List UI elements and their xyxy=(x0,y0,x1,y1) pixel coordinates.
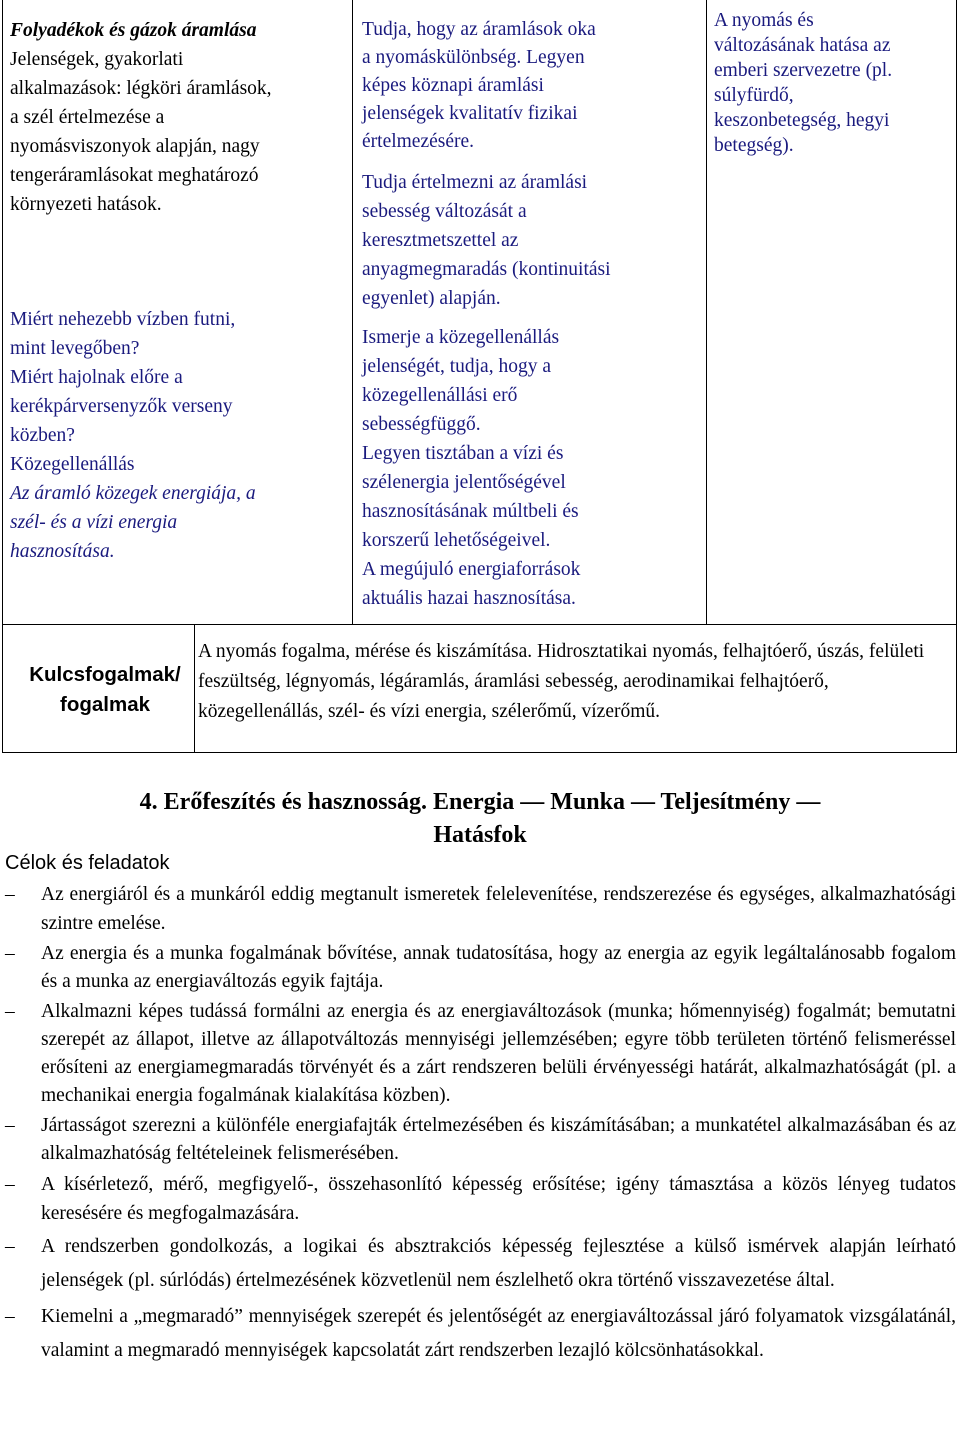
list-item xyxy=(0,998,960,1110)
table-col2 xyxy=(362,16,702,613)
goal-text: Alkalmazni képes tudássá formálni az energia és az energiaváltozások (munka; hőmennyiség) fogalmát; bemutatni szerepét az állapot, illetve az állapotváltozás mennyiségi jellemzésében; egyre több területen történő felismeréssel erősíteni az energiamegmaradás törvényét és a zárt rendszeren belüli érvényességi határát, alkalmazhatóságát (pl. a mechanikai energia fogalmának kialakítása közben). xyxy=(41,1001,956,1106)
kulcs-label-text: Kulcsfogalmak/ fogalmak xyxy=(29,663,181,716)
dash-bullet: – xyxy=(5,1236,15,1257)
table-border-row xyxy=(2,624,957,625)
dash-bullet: – xyxy=(5,1306,15,1327)
kulcs-text xyxy=(198,637,950,727)
list-item xyxy=(0,880,960,938)
list-item xyxy=(0,1230,960,1298)
list-item xyxy=(0,1300,960,1368)
topic-intro: Jelenségek, gyakorlati alkalmazások: légköri áramlások, a szél értelmezése a nyomásviszonyok alapján, nagy tengeráramlásokat meghatározó környezeti hatások. xyxy=(10,49,272,215)
table-border-kulcs xyxy=(194,624,195,752)
list-item xyxy=(0,1170,960,1228)
list-item xyxy=(0,940,960,996)
goal-text: Kiemelni a „megmaradó” mennyiségek szerepét és jelentőségét az energiaváltozással járó folyamatok vizsgálatánál, valamint a megmaradó mennyiségek kapcsolatát zárt rendszerben lezajló kölcsönhatásokkal. xyxy=(41,1306,956,1361)
goals-subheading: Célok és feladatok xyxy=(5,852,170,874)
table-border-bottom xyxy=(2,752,957,753)
crosslinks-p1: A nyomás és változásának hatása az emberi szervezetre (pl. súlyfürdő, keszonbetegség, hegyi betegség). xyxy=(714,10,893,156)
dash-bullet: – xyxy=(5,884,15,905)
requirements-p3: Ismerje a közegellenállás jelenségét, tudja, hogy a közegellenállási erő sebességfüggő. Legyen tisztában a vízi és szélenergia jelentőségével hasznosításának múltbeli és korszerű lehetőségeivel. A megújuló energiaforrások aktuális hazai hasznosítása. xyxy=(362,327,581,609)
goal-text: Jártasságot szerezni a különféle energiafajták értelmezésében és kiszámításában; a munkatétel alkalmazásában és az alkalmazhatóság feltételeinek felismerésében. xyxy=(41,1115,956,1164)
goal-text: Az energiáról és a munkáról eddig megtanult ismeretek felelevenítése, rendszerezése és egységes, alkalmazhatósági szintre emelése. xyxy=(41,884,956,934)
dash-bullet: – xyxy=(5,943,15,964)
table-col1 xyxy=(10,16,350,566)
topic-title: Folyadékok és gázok áramlása xyxy=(10,20,257,41)
table-border-col2 xyxy=(706,0,707,624)
table-border-right xyxy=(956,0,957,752)
goal-text: A kísérletező, mérő, megfigyelő-, összehasonlító képesség erősítése; igény támasztása a közös lényeg tudatos keresésére és megfogalmazására. xyxy=(41,1174,956,1224)
topic-questions: Miért nehezebb vízben futni, mint levegőben? Miért hajolnak előre a kerékpárversenyzők verseny közben? xyxy=(10,309,236,446)
section-heading xyxy=(40,786,920,852)
section-heading-line2: Hatásfok xyxy=(433,822,527,848)
section-heading-line1: 4. Erőfeszítés és hasznosság. Energia — Munka — Teljesítmény — xyxy=(139,789,821,815)
dash-bullet: – xyxy=(5,1001,15,1022)
topic-link: Közegellenállás xyxy=(10,454,135,475)
kulcs-text-body: A nyomás fogalma, mérése és kiszámítása. Hidrosztatikai nyomás, felhajtóerő, úszás, felületi feszültség, légnyomás, légáramlás, áramlási sebesség, aerodinamikai felhajtóerő, közegellenállás, szél- és vízi energia, szélerőmű, vízerőmű. xyxy=(198,641,925,722)
requirements-p1: Tudja, hogy az áramlások oka a nyomáskülönbség. Legyen képes köznapi áramlási jelenségek kvalitatív fizikai értelmezésére. xyxy=(362,19,596,152)
dash-bullet: – xyxy=(5,1174,15,1195)
goal-text: Az energia és a munka fogalmának bővítése, annak tudatosítása, hogy az energia az egyik legáltalánosabb fogalom és a munka az energiaváltozás egyik fajtája. xyxy=(41,943,956,992)
goals-list xyxy=(0,880,960,1368)
table-col3 xyxy=(714,8,954,158)
kulcs-label xyxy=(20,660,190,720)
goal-text: A rendszerben gondolkozás, a logikai és absztrakciós képesség fejlesztése a külső ismérvek alapján leírható jelenségek (pl. súrlódás) értelmezésének közvetlenül nem észlelhető okra történő visszavezetése által. xyxy=(41,1236,956,1291)
list-item xyxy=(0,1112,960,1168)
dash-bullet: – xyxy=(5,1115,15,1136)
table-border-left xyxy=(2,0,3,752)
topic-link-italic: Az áramló közegek energiája, a szél- és a vízi energia hasznosítása. xyxy=(10,483,256,562)
requirements-p2: Tudja értelmezni az áramlási sebesség változását a keresztmetszettel az anyagmegmaradás (kontinuitási egyenlet) alapján. xyxy=(362,172,611,309)
table-border-col1 xyxy=(352,0,353,624)
